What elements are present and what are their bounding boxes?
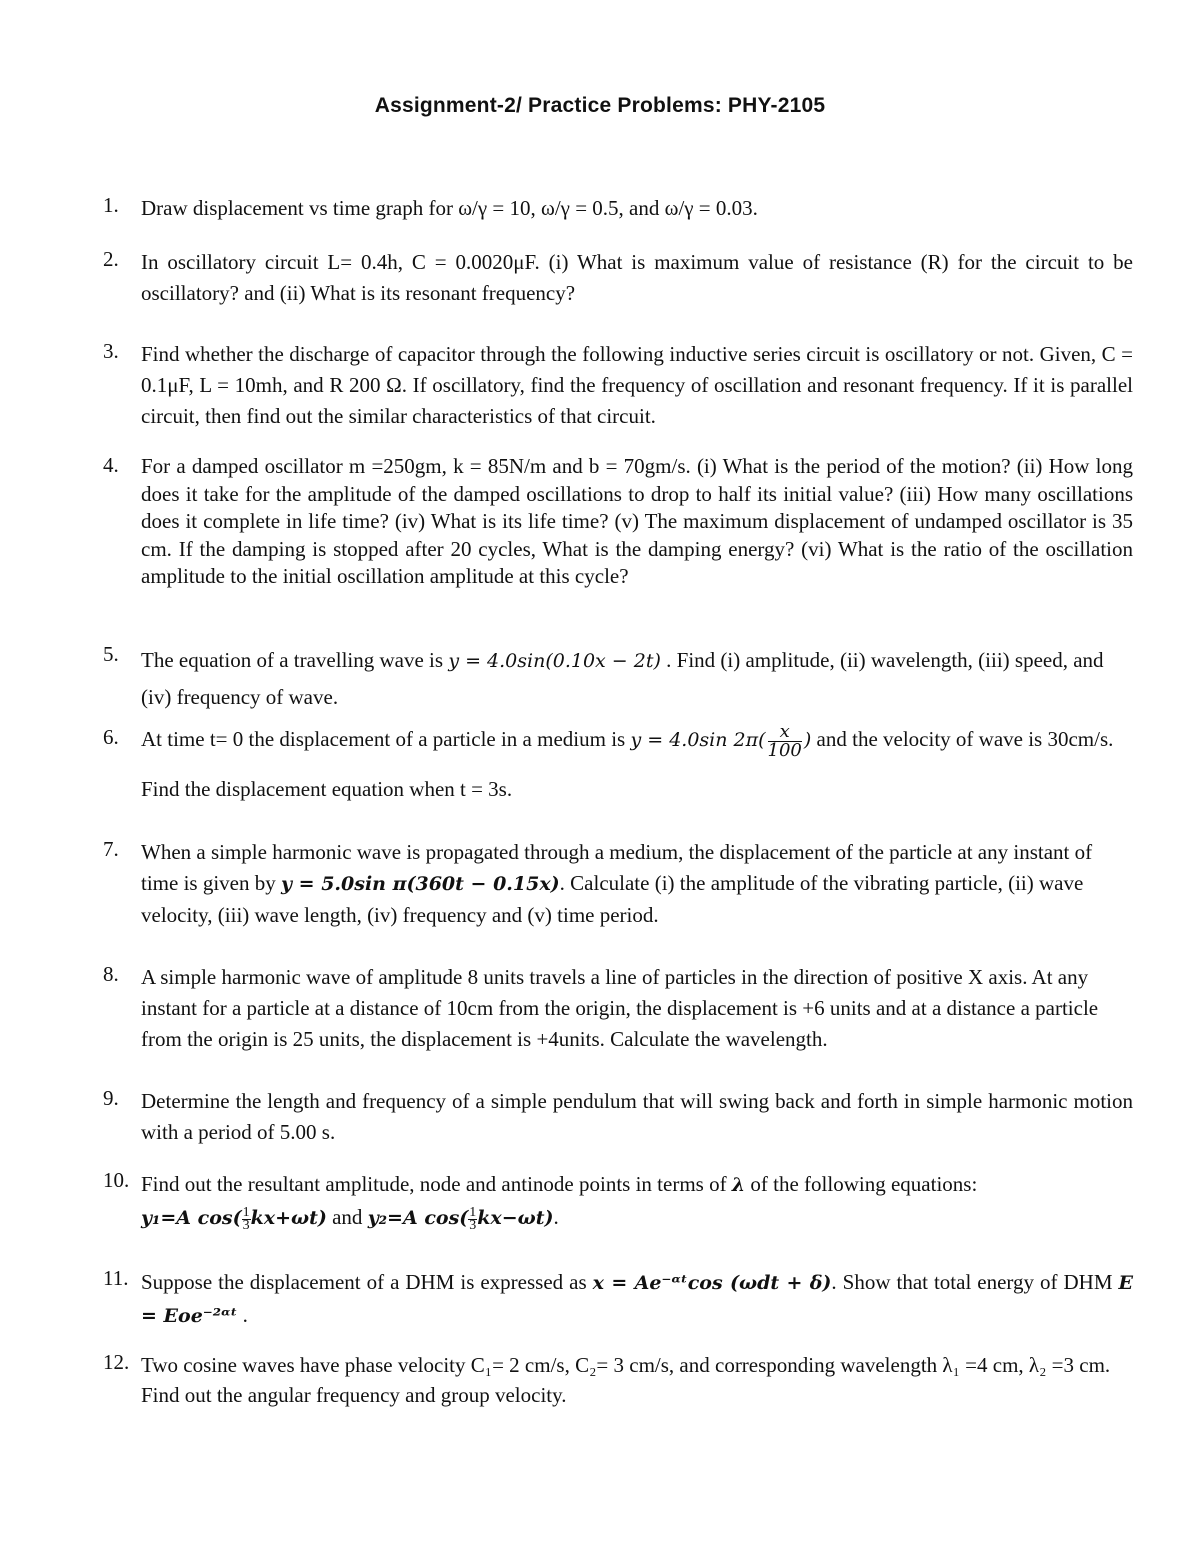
fraction-denominator: 100 (767, 739, 802, 761)
text-before: Find out the resultant amplitude, node and antinode points in terms of (141, 1172, 732, 1196)
lambda-symbol: λ (731, 1174, 746, 1196)
question-text: Determine the length and frequency of a simple pendulum that will swing back and forth in simple harmonic motion with a period of 5.00 s. (141, 1089, 1133, 1144)
question-1 (103, 193, 1133, 224)
question-text (141, 715, 1133, 814)
text-end: . (553, 1205, 559, 1229)
wave-equation: y = 5.0sin π(360t − 0.15x) (281, 873, 560, 895)
question-number: 1. (103, 193, 119, 217)
question-2 (103, 247, 1133, 309)
question-text (141, 1266, 1133, 1332)
question-number: 10. (103, 1168, 130, 1192)
question-text: Find whether the discharge of capacitor through the following inductive series circuit is oscillatory or not. Given, C = 0.1μF, L = 10mh, and R 200 Ω. If oscillatory, find the frequency of oscillation and resonant frequency. If it is parallel circuit, then find out the similar characteristics of that circuit. (141, 342, 1133, 428)
question-number: 4. (103, 453, 119, 477)
displacement-equation: x = Ae⁻ᵅᵗcos (ωdt + δ) (592, 1272, 832, 1294)
fraction-x-over-100 (767, 720, 802, 761)
fraction-one-third (242, 1204, 251, 1233)
question-text: In oscillatory circuit L= 0.4h, C = 0.0020μF. (i) What is maximum value of resistance (R) for the circuit to be oscillatory? and (ii) What is its resonant frequency? (141, 250, 1133, 305)
question-text: Draw displacement vs time graph for ω/γ = 10, ω/γ = 0.5, and ω/γ = 0.03. (141, 196, 758, 220)
text-end: . (237, 1303, 248, 1327)
question-text: For a damped oscillator m =250gm, k = 85N/m and b = 70gm/s. (i) What is the period of the motion? (ii) How long does it take for the amplitude of the damped oscillations to drop to half its initial value? (iii) How many oscillations does it complete in life time? (iv) What is its life time? (v) The maximum displacement of undamped oscillator is 35 cm. If the damping is stopped after 20 cycles, What is the damping energy? (vi) What is the ratio of the oscillation amplitude to the initial oscillation amplitude at this cycle? (141, 454, 1133, 588)
question-number: 12. (103, 1350, 130, 1374)
question-number: 2. (103, 247, 119, 271)
text-after: and the velocity of wave is 30cm/s. Find the displacement equation when t = 3s. (141, 727, 1114, 801)
question-number: 8. (103, 962, 119, 986)
equation-y1-tail: kx+ωt) (250, 1207, 327, 1229)
text-before: At time t= 0 the displacement of a particle in a medium is (141, 727, 631, 751)
question-number: 6. (103, 725, 119, 749)
question-text (141, 642, 1133, 715)
fraction-numerator: 1 (242, 1204, 250, 1220)
fraction-one-third (468, 1204, 477, 1233)
energy-equation: E = Eoe⁻²ᵅᵗ (141, 1272, 1133, 1327)
question-9 (103, 1086, 1133, 1148)
question-number: 3. (103, 339, 119, 363)
equation-y1-lead: y₁=A cos( (141, 1207, 242, 1229)
question-number: 11. (103, 1266, 129, 1290)
question-7 (103, 837, 1133, 931)
text-before: Suppose the displacement of a DHM is expressed as (141, 1270, 593, 1294)
question-text: Two cosine waves have phase velocity C₁= 2 cm/s, C₂= 3 cm/s, and corresponding wavelength λ₁ =4 cm, λ₂ =3 cm. Find out the angular frequency and group velocity. (141, 1353, 1111, 1407)
fraction-denominator: 3 (469, 1217, 477, 1233)
text-before: When a simple harmonic wave is propagated through a medium, the displacement of the particle at any instant of time is given by (141, 840, 1093, 895)
question-11 (103, 1266, 1133, 1332)
question-12 (103, 1350, 1133, 1410)
question-5 (103, 642, 1133, 715)
fraction-denominator: 3 (242, 1217, 250, 1233)
question-number: 5. (103, 642, 119, 666)
equation-y2-tail: kx−ωt) (477, 1207, 554, 1229)
fraction-numerator: x (768, 723, 802, 742)
question-10 (103, 1168, 1133, 1234)
text-mid: of the following equations: (745, 1172, 978, 1196)
question-4 (103, 453, 1133, 591)
question-number: 7. (103, 837, 119, 861)
wave-equation: y = 4.0sin(0.10x − 2t) (448, 650, 661, 672)
equation-close: ) (803, 729, 812, 751)
equation-y2-lead: y₂=A cos( (367, 1207, 469, 1229)
question-6 (103, 715, 1133, 814)
text-before: The equation of a travelling wave is (141, 648, 449, 672)
text-and: and (326, 1205, 368, 1229)
question-text (141, 837, 1133, 931)
question-number: 9. (103, 1086, 119, 1110)
text-after: . Calculate (i) the amplitude of the vibrating particle, (ii) wave velocity, (iii) wave length, (iv) frequency and (v) time period. (141, 871, 1084, 927)
text-after: . Find (i) amplitude, (ii) wavelength, (iii) speed, and (iv) frequency of wave. (141, 648, 1104, 709)
text-mid: . Show that total energy of DHM (831, 1270, 1119, 1294)
question-8 (103, 962, 1133, 1055)
question-3 (103, 339, 1133, 432)
equation-lead: y = 4.0sin 2π( (630, 729, 766, 751)
question-text (141, 1168, 1133, 1234)
fraction-numerator: 1 (469, 1204, 477, 1220)
question-text: A simple harmonic wave of amplitude 8 units travels a line of particles in the direction of positive X axis. At any instant for a particle at a distance of 10cm from the origin, the displacement is +6 units and at a distance a particle from the origin is 25 units, the displacement is +4units. Calculate the wavelength. (141, 965, 1099, 1051)
page-title: Assignment-2/ Practice Problems: PHY-2105 (374, 94, 826, 117)
